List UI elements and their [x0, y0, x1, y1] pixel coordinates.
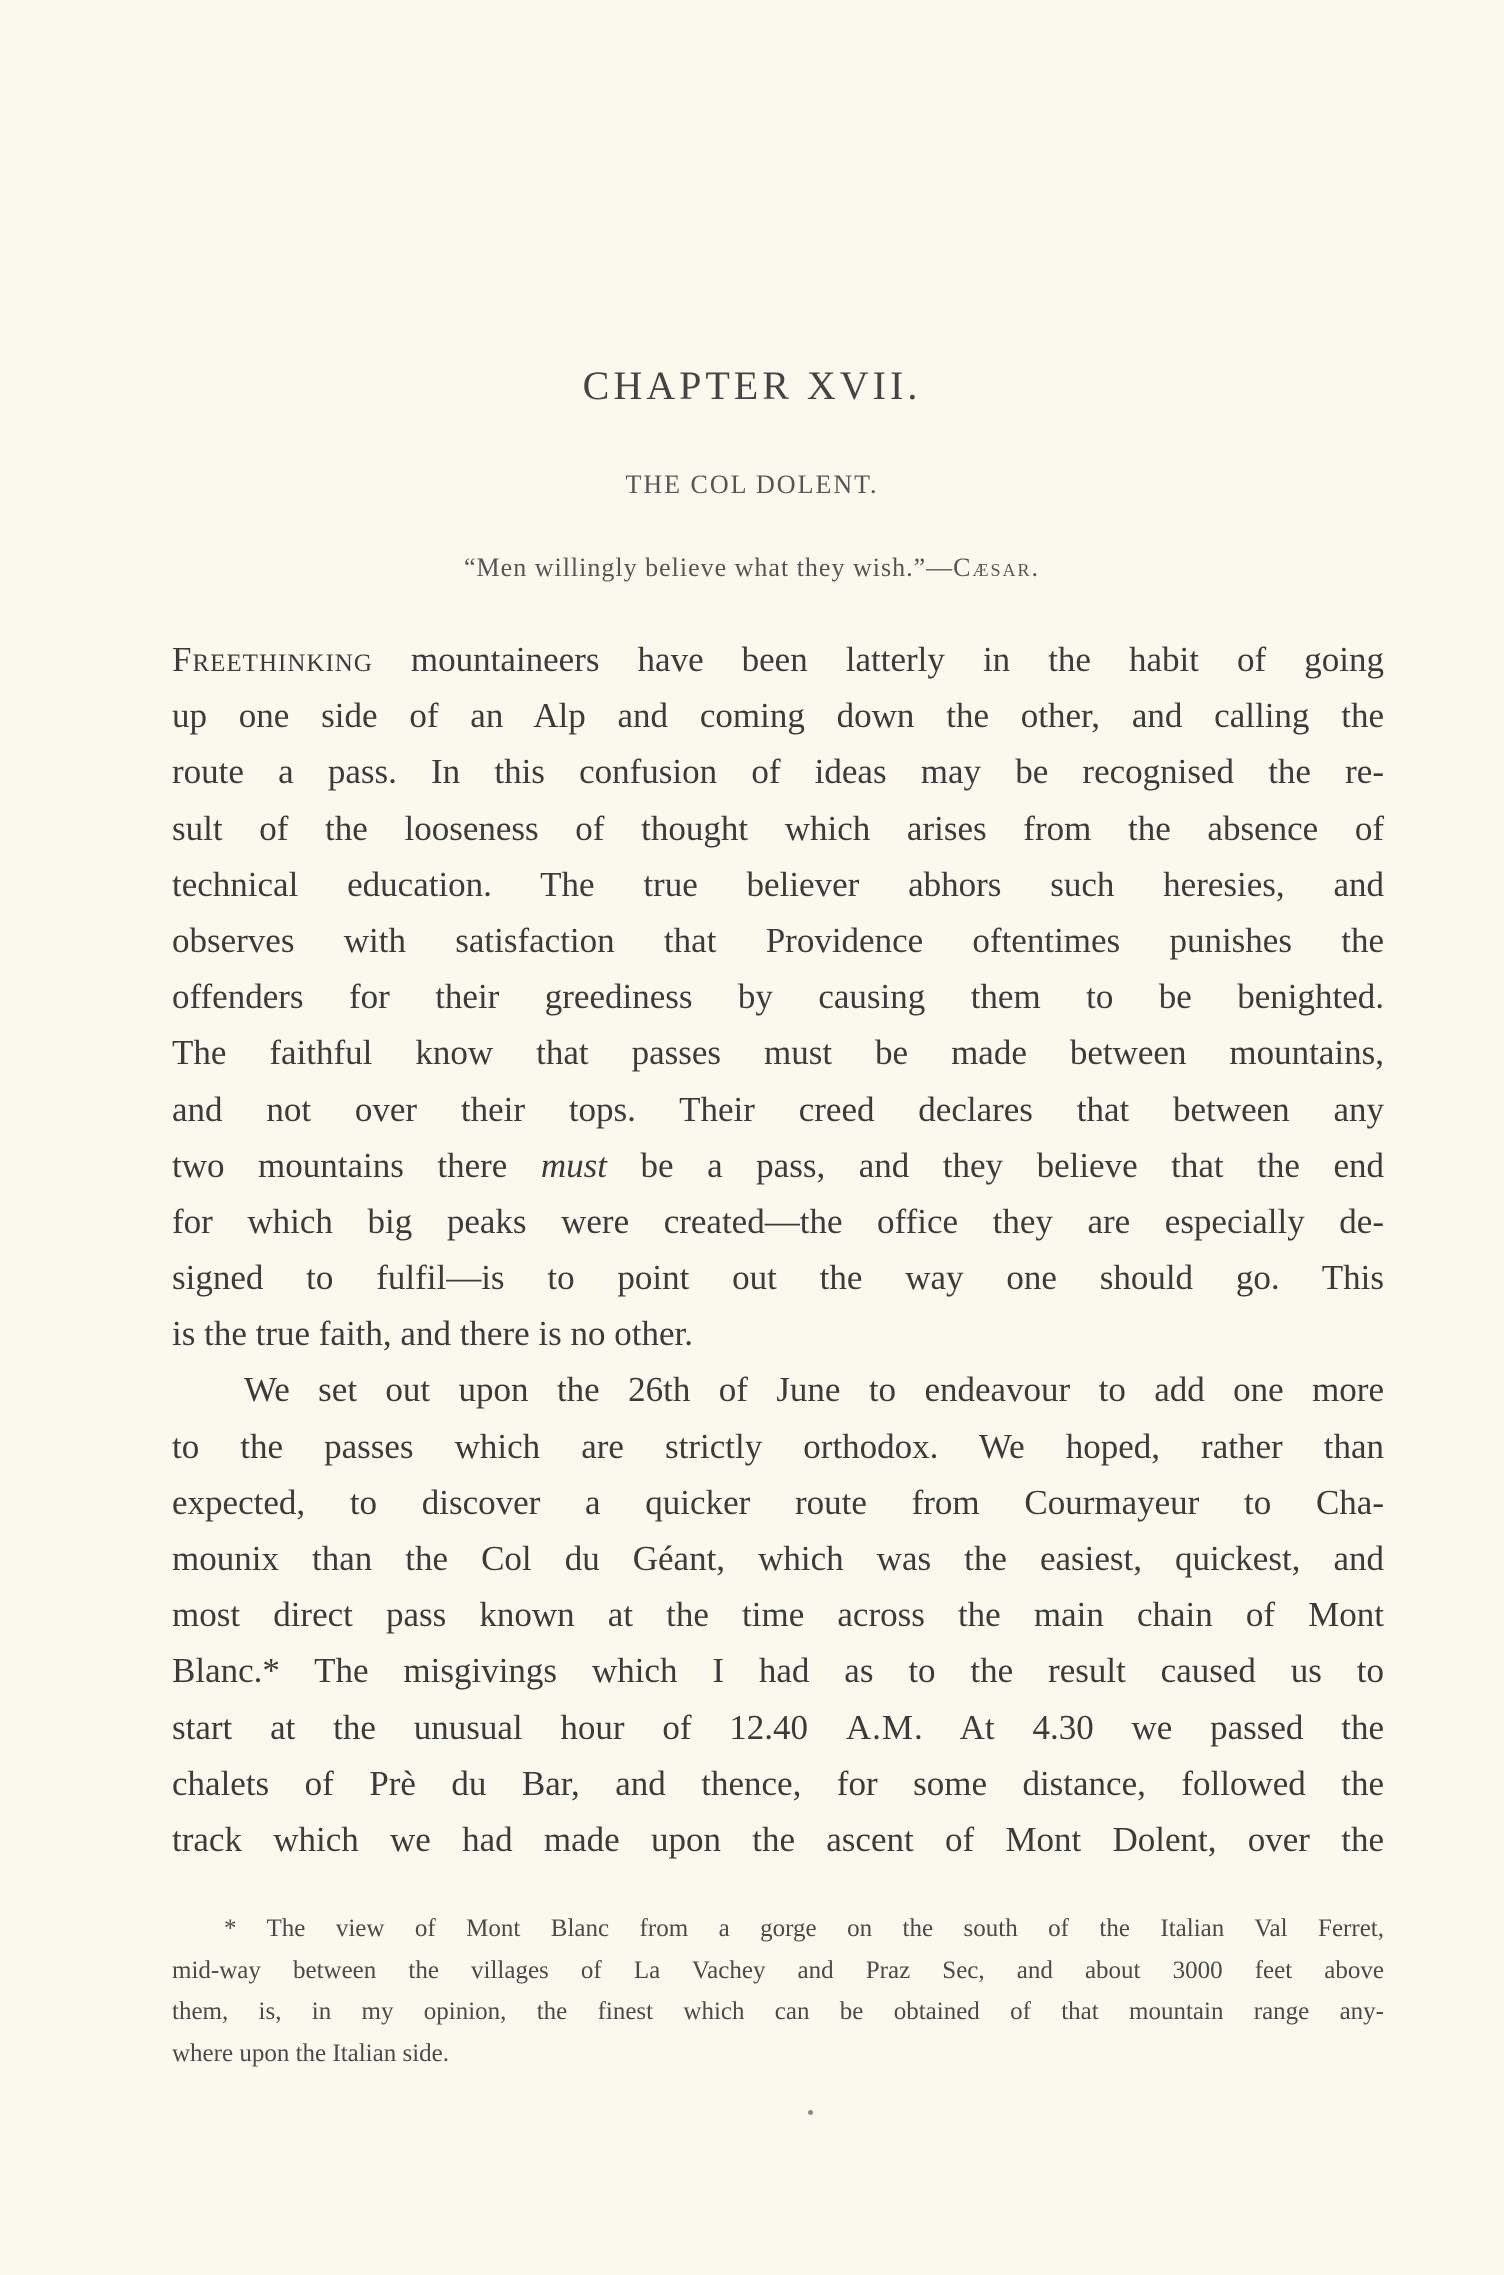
opening-word: Freethinking	[172, 640, 373, 679]
footnote-line: mid-way between the villages of La Vachey and Praz Sec, and about 3000 feet above	[172, 1956, 1384, 1984]
body-line: is the true faith, and there is no other.	[172, 1314, 693, 1354]
body-line: to the passes which are strictly orthodox. We hoped, rather than	[172, 1426, 1384, 1466]
body-line: route a pass. In this confusion of ideas may be recognised the re-	[172, 752, 1384, 792]
chapter-subtitle: THE COL DOLENT.	[625, 470, 879, 499]
chapter-title: CHAPTER XVII.	[582, 363, 922, 408]
body-line: start at the unusual hour of 12.40 A.M. At 4.30 we passed the	[172, 1707, 1384, 1747]
body-line: Freethinking mountaineers have been latterly in the habit of going	[172, 640, 1384, 679]
body-line: and not over their tops. Their creed declares that between any	[172, 1089, 1384, 1129]
time-abbrev: A.M.	[845, 1707, 924, 1747]
body-line: most direct pass known at the time across the main chain of Mont	[172, 1595, 1384, 1635]
body-line: We set out upon the 26th of June to endeavour to add one more	[244, 1370, 1384, 1410]
body-line: for which big peaks were created—the office they are especially de-	[172, 1201, 1384, 1241]
body-line: expected, to discover a quicker route from Courmayeur to Cha-	[172, 1482, 1384, 1522]
footnote-line: them, is, in my opinion, the finest which can be obtained of that mountain range any-	[172, 1998, 1384, 2025]
emphasis-word: must	[540, 1145, 607, 1185]
body-line: observes with satisfaction that Providence oftentimes punishes the	[172, 920, 1384, 960]
footnote-line: where upon the Italian side.	[172, 2039, 449, 2067]
epigraph-quote: “Men willingly believe what they wish.”—	[464, 553, 954, 582]
epigraph-author: Cæsar.	[953, 553, 1040, 582]
body-line: Blanc.* The misgivings which I had as to the result caused us to	[172, 1651, 1384, 1691]
body-line: two mountains there must be a pass, and they believe that the end	[172, 1145, 1384, 1185]
body-line: track which we had made upon the ascent of Mont Dolent, over the	[172, 1819, 1384, 1859]
epigraph	[0, 553, 1504, 583]
footnote-line: * The view of Mont Blanc from a gorge on the south of the Italian Val Ferret,	[224, 1915, 1384, 1942]
body-line: sult of the looseness of thought which arises from the absence of	[172, 808, 1384, 848]
body-line: mounix than the Col du Géant, which was the easiest, quickest, and	[172, 1539, 1384, 1578]
body-line: technical education. The true believer abhors such heresies, and	[172, 864, 1384, 904]
body-line: chalets of Prè du Bar, and thence, for some distance, followed the	[172, 1763, 1384, 1803]
body-text	[172, 632, 1384, 1868]
body-line: signed to fulfil—is to point out the way one should go. This	[172, 1258, 1384, 1298]
footnote	[172, 1908, 1384, 2074]
page-mark	[808, 2110, 813, 2115]
body-line: up one side of an Alp and coming down the other, and calling the	[172, 696, 1384, 736]
body-line: The faithful know that passes must be made between mountains,	[172, 1033, 1384, 1073]
body-line: offenders for their greediness by causing them to be benighted.	[172, 977, 1384, 1017]
